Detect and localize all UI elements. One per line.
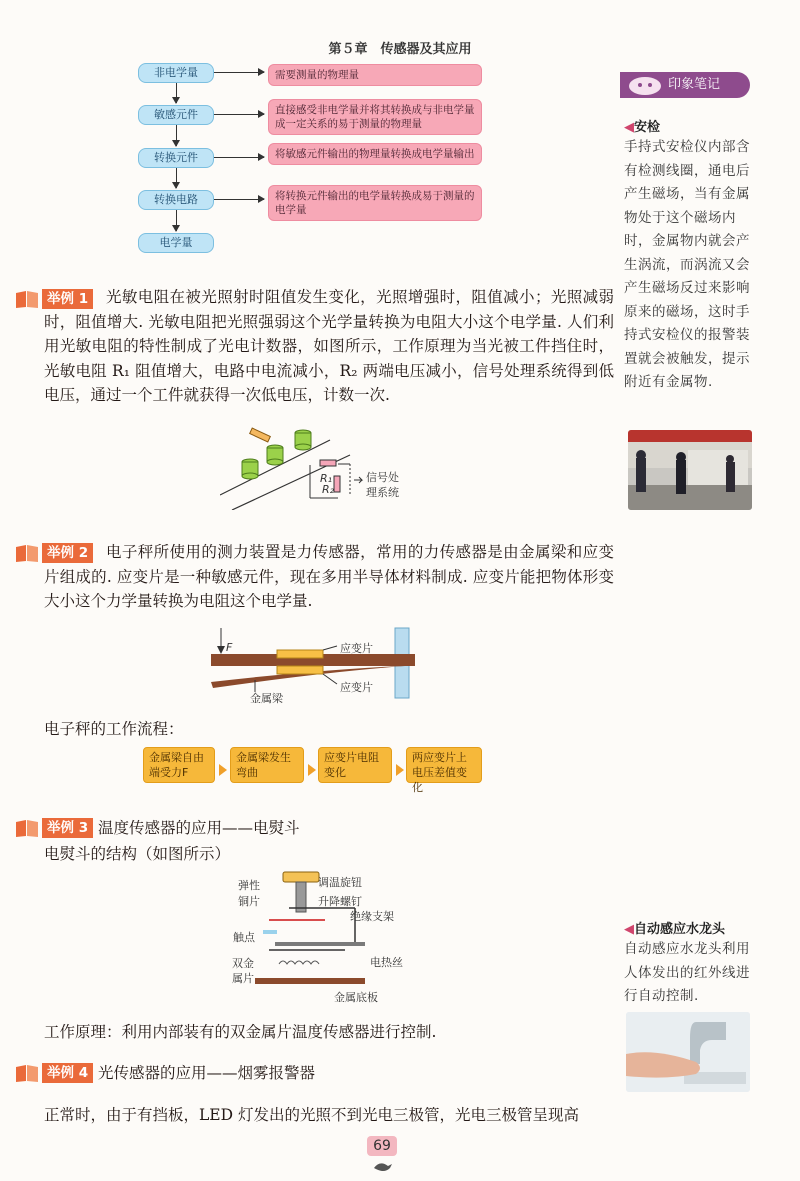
flow-right-arrow	[214, 199, 264, 200]
flow-right-arrow	[214, 114, 264, 115]
flow-desc-2: 将敏感元件输出的物理量转换成电学量输出	[268, 143, 482, 165]
example-4-title: 光传感器的应用——烟雾报警器	[98, 1064, 316, 1082]
iron-principle: 工作原理：利用内部装有的双金属片温度传感器进行控制.	[44, 1023, 437, 1041]
security-check-photo	[628, 430, 752, 510]
scale-process-title: 电子秤的工作流程：	[44, 720, 184, 738]
strain-gauge-figure	[205, 626, 420, 702]
sidebar-banner-label: 印象笔记	[668, 77, 721, 92]
signal-system-label: 信号处	[366, 471, 399, 484]
photo-counter-figure	[220, 420, 440, 510]
flow-down-arrow	[176, 210, 177, 231]
book-icon	[14, 818, 40, 838]
force-label: F	[226, 641, 233, 654]
flow-node-sensitive-element: 敏感元件	[138, 105, 214, 125]
metal-beam-label: 金属梁	[250, 692, 283, 705]
triangle-icon: ◀	[624, 120, 634, 135]
cartoon-icon	[626, 74, 664, 96]
flow-node-conversion-circuit: 转换电路	[138, 190, 214, 210]
strain-gauge-top-label: 应变片	[340, 642, 373, 655]
example-1-label: 举例 1	[42, 289, 93, 309]
r1-label: R₁	[320, 472, 333, 485]
bird-icon	[372, 1160, 394, 1172]
process-step-1: 金属梁自由端受力F	[143, 747, 215, 783]
faucet-heading: ◀自动感应水龙头	[624, 922, 726, 937]
process-arrow	[308, 764, 316, 776]
example-4-text: 正常时，由于有挡板，LED 灯发出的光照不到光电三极管，光电三极管呈现高	[44, 1106, 579, 1124]
metal-base-label: 金属底板	[334, 991, 378, 1004]
book-icon	[14, 289, 40, 309]
strain-gauge-bottom-label: 应变片	[340, 681, 373, 694]
page-number: 69	[367, 1136, 397, 1156]
temp-knob-label: 调温旋钮	[318, 876, 362, 889]
example-3-tag	[14, 817, 93, 839]
flow-down-arrow	[176, 83, 177, 103]
flow-node-conversion-element: 转换元件	[138, 148, 214, 168]
process-step-4: 两应变片上电压差值变化	[406, 747, 482, 783]
example-4-tag	[14, 1062, 93, 1084]
sidebar-banner	[620, 72, 750, 98]
book-icon	[14, 1063, 40, 1083]
security-text: 手持式安检仪内部含有检测线圈，通电后产生磁场，当有金属物处于这个磁场内时，金属物内就会产生涡流，而涡流又会产生磁场反过来影响原来的磁场，这时手持式安检仪的报警装置就会被触发，提示附近有金属物.	[624, 139, 750, 390]
iron-structure-caption: 电熨斗的结构（如图所示）	[44, 845, 231, 863]
r2-label: R₂	[322, 483, 335, 496]
flow-down-arrow	[176, 125, 177, 146]
process-step-3: 应变片电阻变化	[318, 747, 392, 783]
example-2-text: 电子秤所使用的测力装置是力传感器，常用的力传感器是由金属梁和应变片组成的. 应变片是一种敏感元件，现在多用半导体材料制成. 应变片能把物体形变大小这个力学量转换为电阻这个电学量.	[44, 543, 614, 610]
flow-right-arrow	[214, 72, 264, 73]
flow-down-arrow	[176, 168, 177, 188]
process-arrow	[396, 764, 404, 776]
example-4-label: 举例 4	[42, 1063, 93, 1083]
process-arrow	[219, 764, 227, 776]
flow-desc-0: 需要测量的物理量	[268, 64, 482, 86]
lift-screw-label: 升降螺钉	[318, 895, 362, 908]
triangle-icon: ◀	[624, 922, 634, 937]
example-1-text: 光敏电阻在被光照射时阻值发生变化，光照增强时，阻值减小；光照减弱时，阻值增大. 光敏电阻把光照强弱这个光学量转换为电阻大小这个电学量. 人们利用光敏电阻的特性制成了光电计数器，如图所示，工作原理为当光被工件挡住时，光敏电阻 R₁ 阻值增大，电路中电流减小，R₂ 两端电压减小，信号处理系统得到低电压，通过一个工件就获得一次低电压，计数一次.	[44, 288, 614, 404]
example-2-label: 举例 2	[42, 543, 93, 563]
faucet-text: 自动感应水龙头利用人体发出的红外线进行自动控制.	[624, 941, 750, 1004]
example-3-title: 温度传感器的应用——电熨斗	[98, 819, 300, 837]
flow-node-electric: 电学量	[138, 233, 214, 253]
flow-desc-1: 直接感受非电学量并将其转换成与非电学量成一定关系的易于测量的物理量	[268, 99, 482, 135]
flow-node-non-electric: 非电学量	[138, 63, 214, 83]
book-icon	[14, 543, 40, 563]
process-step-2: 金属梁发生弯曲	[230, 747, 304, 783]
faucet-photo	[626, 1012, 750, 1092]
flow-right-arrow	[214, 157, 264, 158]
insulation-support-label: 绝缘支架	[350, 910, 394, 923]
elastic-copper-label-2: 铜片	[238, 895, 260, 908]
contact-label: 触点	[233, 931, 255, 944]
signal-system-label-2: 理系统	[366, 486, 399, 499]
bimetal-label: 双金	[232, 957, 254, 970]
chapter-title: 第５章 传感器及其应用	[328, 42, 472, 57]
heating-wire-label: 电热丝	[370, 956, 403, 969]
security-heading: ◀安检	[624, 120, 661, 135]
flow-desc-3: 将转换元件输出的电学量转换成易于测量的电学量	[268, 185, 482, 221]
bimetal-label-2: 属片	[232, 972, 254, 985]
example-3-label: 举例 3	[42, 818, 93, 838]
elastic-copper-label: 弹性	[238, 879, 260, 892]
